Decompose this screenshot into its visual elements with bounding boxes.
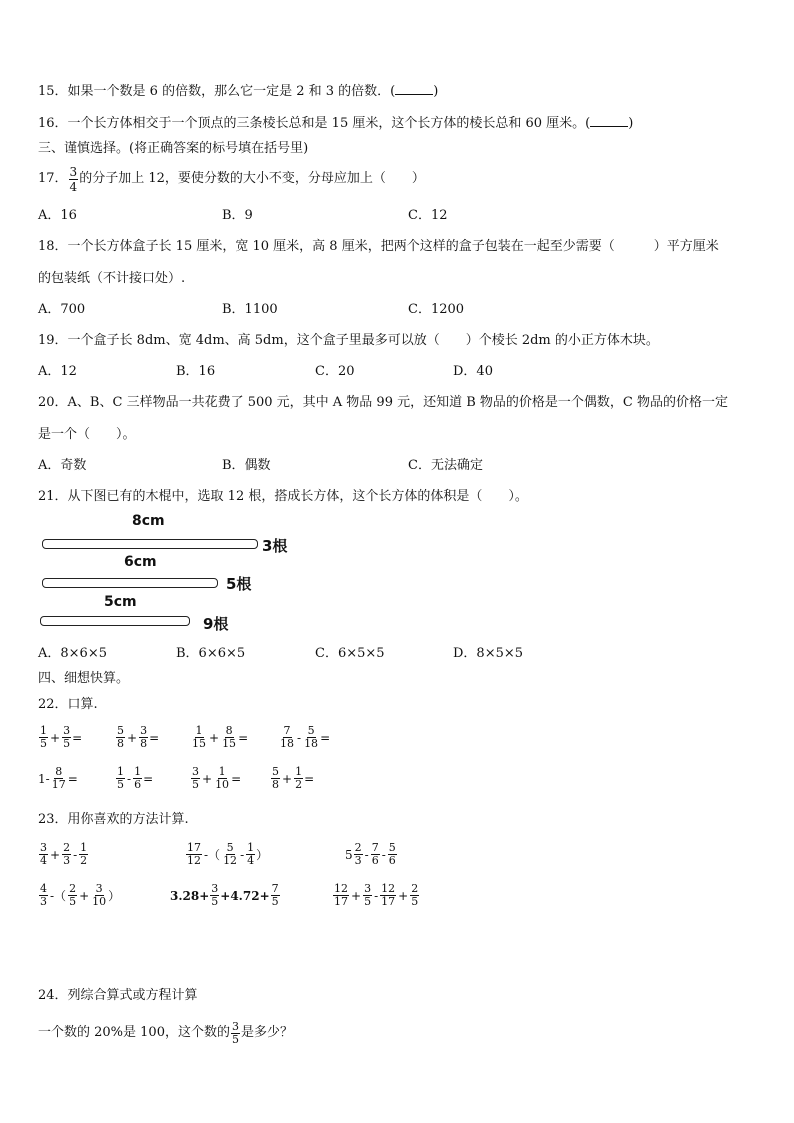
question-21: 21．从下图已有的木棍中，选取 12 根，搭成长方体，这个长方体的体积是（ ）。 — [38, 489, 528, 504]
option-b[interactable]: B．6×6×5 — [176, 646, 246, 661]
question-16: 16．一个长方体相交于一个顶点的三条棱长总和是 15 厘米，这个长方体的棱长总和 60 厘米。( ) — [38, 116, 634, 131]
question-18-line1: 18．一个长方体盒子长 15 厘米，宽 10 厘米，高 8 厘米，把两个这样的盒子包装在一起至少需要（ ）平方厘米 — [38, 239, 719, 254]
option-d[interactable]: D．40 — [453, 364, 493, 379]
question-23-title: 23．用你喜欢的方法计算. — [38, 812, 189, 827]
option-a[interactable]: A．奇数 — [38, 458, 87, 473]
option-b[interactable]: B．1100 — [222, 302, 278, 317]
rod-length-label: 5cm — [104, 594, 137, 610]
calc-expression: $\frac{3}{4}$ + $\frac{2}{3}$ - $\frac{1}{2}$ — [40, 841, 88, 867]
option-c[interactable]: C．无法确定 — [408, 458, 483, 473]
question-20-line2: 是一个（ ）。 — [38, 427, 136, 442]
calc-expression: 5 $\frac{2}{3}$ - $\frac{7}{6}$ - $\frac{5}{6}$ — [345, 841, 396, 867]
question-24-title: 24．列综合算式或方程计算 — [38, 988, 198, 1003]
question-20-line1: 20．A、B、C 三样物品一共花费了 500 元，其中 A 物品 99 元，还知道 B 物品的价格是一个偶数，C 物品的价格一定 — [38, 395, 728, 410]
oral-calc-item: 1- $\frac{8}{17}$ = — [38, 765, 78, 791]
option-c[interactable]: C．20 — [315, 364, 355, 379]
rod-count: 5根 — [226, 575, 252, 593]
oral-calc-item: $\frac{3}{5}$ + $\frac{1}{10}$ = — [192, 765, 242, 791]
answer-blank[interactable] — [395, 82, 433, 95]
option-d[interactable]: D．8×5×5 — [453, 646, 524, 661]
oral-calc-item: $\frac{5}{8}$ + $\frac{3}{8}$ = — [117, 724, 160, 750]
option-a[interactable]: A．12 — [38, 364, 77, 379]
oral-calc-item: $\frac{1}{5}$ + $\frac{3}{5}$ = — [40, 724, 83, 750]
option-b[interactable]: B．16 — [176, 364, 216, 379]
rod-length-label: 6cm — [124, 554, 157, 570]
section-heading-4: 四、细想快算。 — [38, 671, 130, 686]
option-a[interactable]: A．700 — [38, 302, 86, 317]
rod-8cm — [42, 539, 258, 549]
option-c[interactable]: C．12 — [408, 208, 448, 223]
rod-6cm — [42, 578, 218, 588]
oral-calc-item: $\frac{1}{15}$ + $\frac{8}{15}$ = — [192, 724, 249, 750]
oral-calc-item: $\frac{7}{18}$ - $\frac{5}{18}$ = — [280, 724, 331, 750]
option-b[interactable]: B．偶数 — [222, 458, 271, 473]
question-17: 17． $\frac{3}{4}$ 的分子加上 12，要使分数的大小不变，分母应加上（ ） — [38, 164, 425, 194]
fraction: $\frac{3}{4}$ — [69, 164, 78, 194]
answer-blank[interactable] — [590, 114, 628, 127]
calc-expression: $\frac{4}{3}$ -（ $\frac{2}{5}$ + $\frac{3}{10}$ ） — [40, 882, 121, 908]
option-c[interactable]: C．6×5×5 — [315, 646, 385, 661]
question-22-title: 22．口算. — [38, 697, 98, 712]
calc-expression: $\frac{17}{12}$ -（ $\frac{5}{12}$ - $\frac{1}{4}$ ） — [187, 841, 269, 867]
oral-calc-item: $\frac{5}{8}$ + $\frac{1}{2}$ = — [272, 765, 315, 791]
option-a[interactable]: A．16 — [38, 208, 77, 223]
rod-5cm — [40, 616, 190, 626]
rod-count: 9根 — [203, 615, 229, 633]
calc-expression: 3.28+ $\frac{3}{5}$ +4.72+ $\frac{7}{5}$ — [170, 882, 279, 908]
oral-calc-item: $\frac{1}{5}$ - $\frac{1}{6}$ = — [117, 765, 154, 791]
question-18-line2: 的包装纸（不计接口处）. — [38, 271, 186, 286]
question-19: 19．一个盒子长 8dm、宽 4dm、高 5dm，这个盒子里最多可以放（ ）个棱长 2dm 的小正方体木块。 — [38, 333, 659, 348]
fraction: $\frac{3}{5}$ — [231, 1019, 239, 1046]
rod-count: 3根 — [262, 537, 288, 555]
calc-expression: $\frac{12}{17}$ + $\frac{3}{5}$ - $\frac{12}{17}$ + $\frac{2}{5}$ — [334, 882, 419, 908]
option-c[interactable]: C．1200 — [408, 302, 465, 317]
option-b[interactable]: B．9 — [222, 208, 253, 223]
rod-length-label: 8cm — [132, 513, 165, 529]
question-24: 一个数的 20%是 100，这个数的 $\frac{3}{5}$ 是多少？ — [38, 1019, 293, 1046]
question-15: 15．如果一个数是 6 的倍数，那么它一定是 2 和 3 的倍数．( ) — [38, 84, 439, 99]
option-a[interactable]: A．8×6×5 — [38, 646, 107, 661]
section-heading-3: 三、谨慎选择。(将正确答案的标号填在括号里) — [38, 141, 309, 156]
